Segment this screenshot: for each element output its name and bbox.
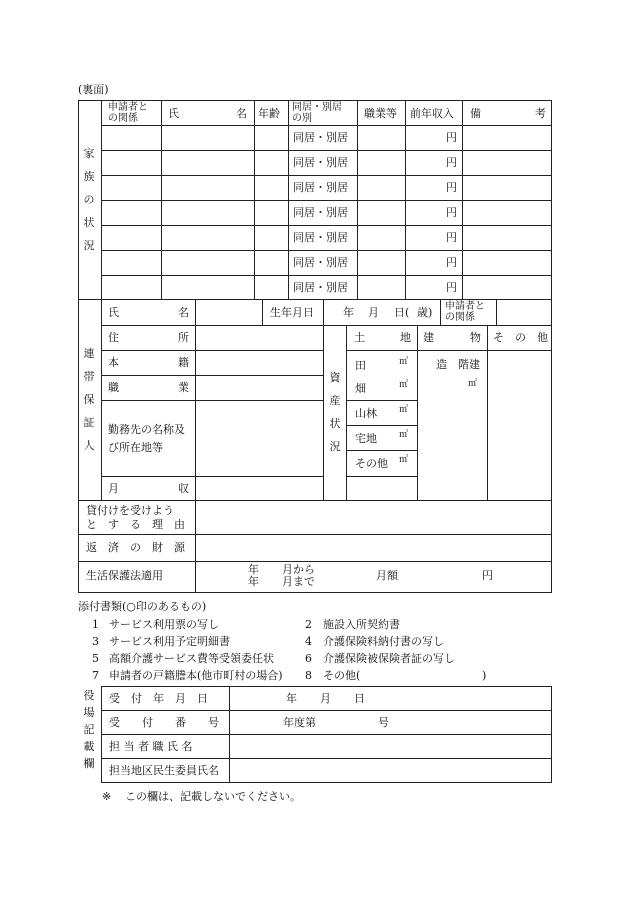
- land-other-unit: ㎡: [399, 455, 409, 465]
- attachment-number: 6: [305, 652, 312, 665]
- address-label-a: 住: [108, 331, 119, 344]
- monthly-income-label-b: 収: [178, 482, 189, 495]
- note-mark: ※: [102, 790, 112, 803]
- fiscal-year-label: 年度第: [283, 716, 316, 729]
- income-yen: 円: [446, 131, 457, 144]
- upland-unit: ㎡: [399, 380, 409, 390]
- rice-field-label: 田: [355, 359, 366, 372]
- cohab-option: 同居・別居: [293, 131, 348, 144]
- welfare-from-year: 年: [248, 563, 259, 576]
- welfare-to-label: 月まで: [282, 575, 315, 588]
- cohab-option: 同居・別居: [293, 281, 348, 294]
- col-note-header-b: 考: [535, 107, 546, 120]
- honseki-label-b: 籍: [178, 356, 189, 369]
- workplace-label: 勤務先の名称及 び所在地等: [108, 423, 185, 454]
- birthdate-label: 生年月日: [270, 306, 314, 319]
- welfare-from-label: 月から: [282, 563, 315, 576]
- col-income-header: 前年収入: [410, 107, 454, 120]
- repayment-source-label: 返 済 の 財 源: [86, 541, 185, 554]
- col-name-header-a: 氏: [168, 107, 179, 120]
- receipt-month: 月: [320, 692, 331, 705]
- attachment-text: 介護保険料納付書の写し: [323, 635, 444, 648]
- building-label-a: 建: [423, 331, 434, 344]
- rice-field-unit: ㎡: [399, 357, 409, 367]
- monthly-amount-yen: 円: [482, 569, 493, 582]
- job-label-a: 職: [108, 381, 119, 394]
- income-yen: 円: [446, 231, 457, 244]
- income-yen: 円: [446, 156, 457, 169]
- col-note-header-a: 備: [470, 107, 481, 120]
- loan-reason-label: 貸付けを受けよう と す る 理 由: [86, 504, 185, 531]
- birth-month: 月: [368, 306, 379, 319]
- attachment-number: 5: [92, 652, 99, 665]
- col-name-header-b: 名: [236, 107, 247, 120]
- attachment-number: 3: [92, 635, 99, 648]
- birth-year: 年: [343, 306, 354, 319]
- attachment-number: 8: [305, 669, 312, 682]
- building-floors-label: 階建: [458, 358, 480, 371]
- receipt-date-label: 受 付 年 月 日: [109, 692, 208, 705]
- attachment-close-paren: ): [482, 669, 487, 682]
- birth-age: 歳): [417, 306, 433, 319]
- attachment-number: 2: [305, 618, 312, 631]
- guarantor-name-label-a: 氏: [108, 306, 119, 319]
- income-yen: 円: [446, 281, 457, 294]
- job-label-b: 業: [178, 381, 189, 394]
- cohab-option: 同居・別居: [293, 206, 348, 219]
- income-yen: 円: [446, 181, 457, 194]
- guarantor-name-label-b: 名: [178, 306, 189, 319]
- birth-day: 日(: [394, 306, 410, 319]
- col-age-header: 年齢: [258, 107, 280, 120]
- guarantor-relation-label: 申請者と の関係: [445, 301, 485, 323]
- monthly-income-label-a: 月: [108, 482, 119, 495]
- land-other-label: その他: [355, 457, 388, 470]
- welfare-member-label: 担当地区民生委員氏名: [109, 764, 219, 777]
- honseki-label-a: 本: [108, 356, 119, 369]
- forest-label: 山林: [355, 407, 377, 420]
- building-structure-label: 造: [436, 358, 447, 371]
- attachment-text: 介護保険被保険者証の写し: [323, 652, 455, 665]
- land-label-b: 地: [400, 331, 411, 344]
- asset-section-label: 資 産 状 況: [329, 371, 341, 453]
- family-section-label: 家 族 の 状 況: [83, 147, 95, 252]
- page-side-label: (裏面): [78, 83, 109, 96]
- attachment-text: サービス利用票の写し: [109, 618, 219, 631]
- office-section-label: 役 場 記 載 欄: [83, 689, 95, 770]
- upland-label: 畑: [355, 382, 366, 395]
- staff-name-label: 担 当 者 職 氏 名: [109, 740, 193, 753]
- attachments-title: 添付書類(○印のあるもの): [78, 600, 207, 613]
- number-suffix-label: 号: [378, 716, 389, 729]
- building-label-b: 物: [470, 331, 481, 344]
- attachment-number: 7: [92, 669, 99, 682]
- monthly-amount-label: 月額: [376, 569, 398, 582]
- note-text: この欄は、記載しないでください。: [125, 790, 301, 803]
- residential-label: 宅地: [355, 432, 377, 445]
- forest-unit: ㎡: [399, 405, 409, 415]
- land-label-a: 土: [354, 331, 365, 344]
- attachment-text: 施設入所契約書: [323, 618, 400, 631]
- guarantor-section-label: 連 帯 保 証 人: [83, 347, 95, 452]
- attachment-text: 申請者の戸籍謄本(他市町村の場合): [109, 669, 283, 682]
- other-asset-label: そ の 他: [493, 331, 548, 344]
- receipt-number-label: 受 付 番 号: [109, 716, 219, 729]
- cohab-option: 同居・別居: [293, 256, 348, 269]
- cohab-option: 同居・別居: [293, 181, 348, 194]
- receipt-day: 日: [354, 692, 365, 705]
- col-job-header: 職業等: [364, 107, 397, 120]
- address-label-b: 所: [178, 331, 189, 344]
- income-yen: 円: [446, 206, 457, 219]
- col-cohab-header: 同居・別居 の別: [292, 102, 342, 124]
- col-relation-header: 申請者と の関係: [108, 102, 148, 124]
- building-area-unit: ㎡: [468, 379, 478, 389]
- attachment-text: サービス利用予定明細書: [109, 635, 230, 648]
- welfare-to-year: 年: [248, 575, 259, 588]
- income-yen: 円: [446, 256, 457, 269]
- cohab-option: 同居・別居: [293, 231, 348, 244]
- attachment-number: 4: [305, 635, 312, 648]
- welfare-label: 生活保護法適用: [86, 569, 163, 582]
- attachment-text: 高額介護サービス費等受領委任状: [109, 652, 274, 665]
- cohab-option: 同居・別居: [293, 156, 348, 169]
- attachment-text: その他(: [323, 669, 361, 682]
- residential-unit: ㎡: [399, 430, 409, 440]
- receipt-year: 年: [286, 692, 297, 705]
- attachment-number: 1: [92, 618, 99, 631]
